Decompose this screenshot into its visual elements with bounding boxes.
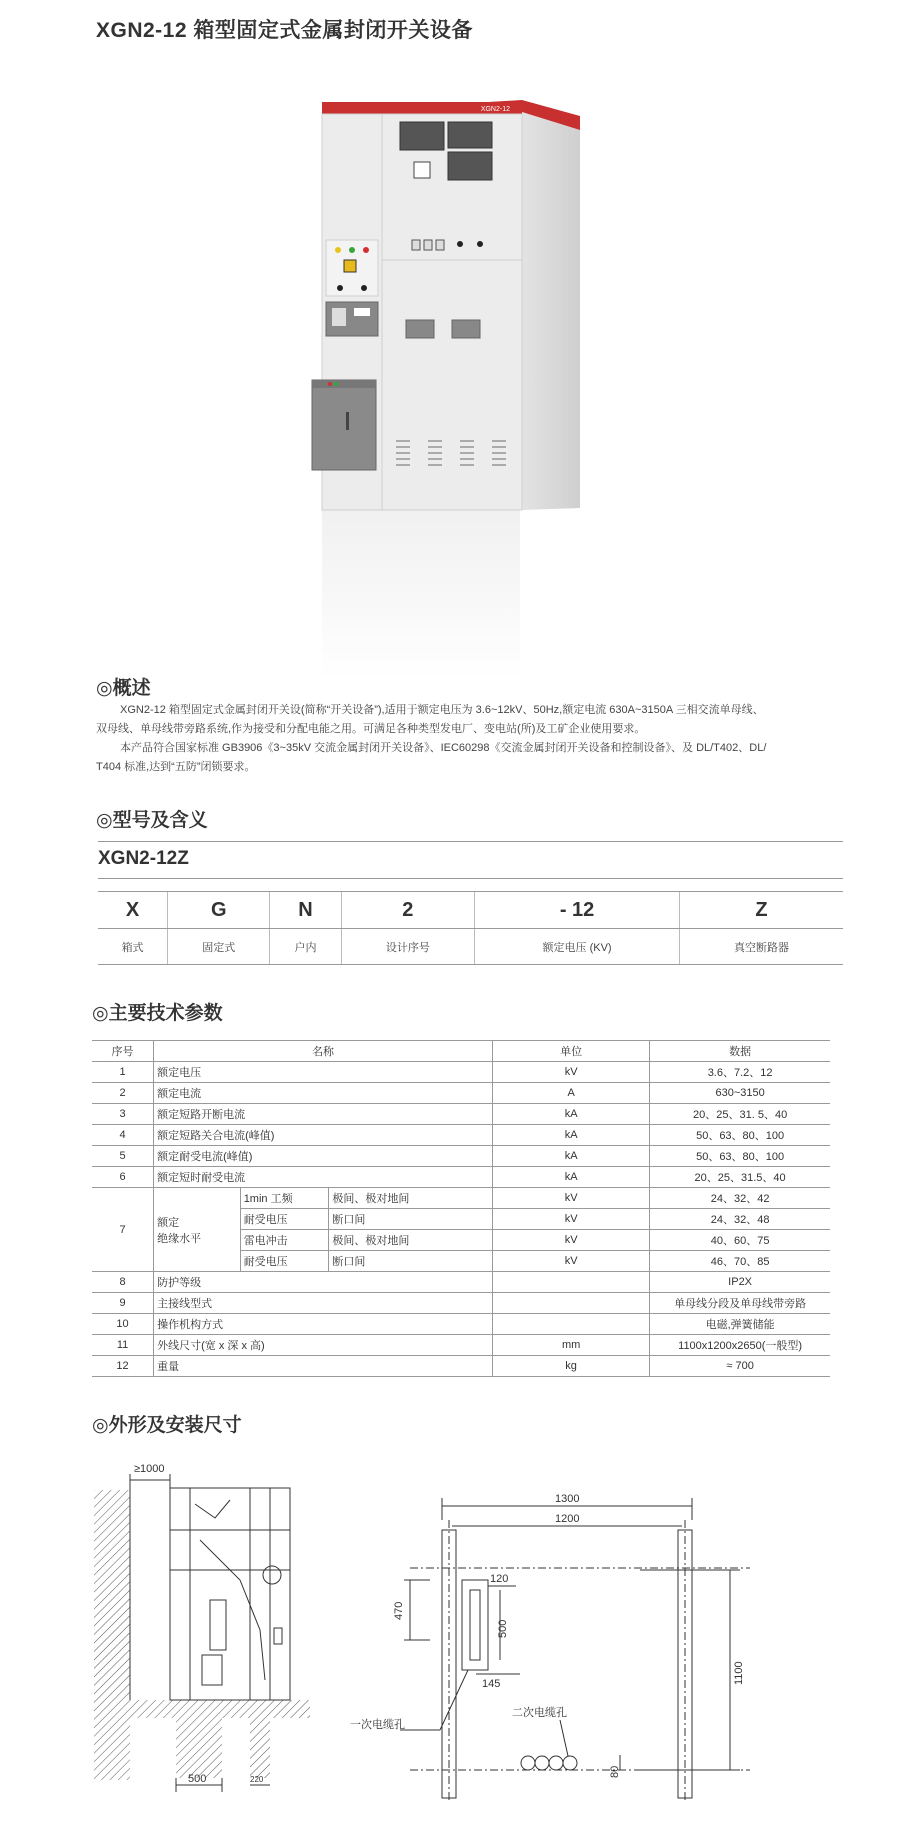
table-row bbox=[92, 1083, 830, 1104]
row-unit: kg bbox=[493, 1356, 650, 1377]
row-value: 50、63、80、100 bbox=[650, 1146, 830, 1167]
model-meaning-cell: 额定电压 (KV) bbox=[475, 929, 680, 965]
model-code-cell: Z bbox=[680, 892, 844, 929]
dim-h-80: 80 bbox=[609, 1765, 621, 1778]
insulation-name-l2: 绝缘水平 bbox=[157, 1232, 202, 1245]
spec-table bbox=[92, 1040, 830, 1377]
insulation-sub-b: 极间、极对地间 bbox=[329, 1188, 493, 1209]
row-unit: kA bbox=[493, 1125, 650, 1146]
row-name: 重量 bbox=[154, 1356, 493, 1377]
insulation-name-l1: 额定 bbox=[157, 1216, 180, 1229]
table-row bbox=[92, 1335, 830, 1356]
row-no: 4 bbox=[92, 1125, 154, 1146]
row-unit: kV bbox=[493, 1209, 650, 1230]
row-value: 单母线分段及单母线带旁路 bbox=[650, 1293, 830, 1314]
row-name: 额定短时耐受电流 bbox=[154, 1167, 493, 1188]
row-name: 操作机构方式 bbox=[154, 1314, 493, 1335]
overview-text bbox=[96, 701, 856, 777]
row-name: 额定电流 bbox=[154, 1083, 493, 1104]
row-no: 6 bbox=[92, 1167, 154, 1188]
row-value: 20、25、31. 5、40 bbox=[650, 1104, 830, 1125]
model-code-cell: N bbox=[270, 892, 341, 929]
row-no: 9 bbox=[92, 1293, 154, 1314]
dim-w-small: 120 bbox=[490, 1573, 509, 1585]
label-secondary-hole: 二次电缆孔 bbox=[512, 1707, 567, 1719]
model-divider bbox=[98, 841, 843, 842]
dim-w-outer: 1300 bbox=[555, 1493, 580, 1505]
model-divider-2 bbox=[98, 878, 843, 879]
table-header-row bbox=[92, 1041, 830, 1062]
model-heading: ◎型号及含义 bbox=[96, 810, 208, 831]
row-value: 20、25、31.5、40 bbox=[650, 1167, 830, 1188]
dim-w-inner: 1200 bbox=[555, 1513, 580, 1525]
row-unit: kV bbox=[493, 1062, 650, 1083]
row-unit bbox=[493, 1272, 650, 1293]
page-title: XGN2-12 箱型固定式金属封闭开关设备 bbox=[96, 19, 473, 42]
row-value: 24、32、48 bbox=[650, 1209, 830, 1230]
table-row bbox=[92, 1104, 830, 1125]
row-no: 12 bbox=[92, 1356, 154, 1377]
dimensions-heading: ◎外形及安装尺寸 bbox=[92, 1415, 242, 1436]
table-row bbox=[92, 1125, 830, 1146]
model-meaning-cell: 设计序号 bbox=[341, 929, 475, 965]
row-value: 24、32、42 bbox=[650, 1188, 830, 1209]
row-unit bbox=[493, 1293, 650, 1314]
table-row bbox=[92, 1272, 830, 1293]
dim-w-145: 145 bbox=[482, 1678, 501, 1690]
insulation-sub-a: 雷电冲击 bbox=[240, 1230, 329, 1251]
table-row bbox=[92, 1062, 830, 1083]
row-value: 46、70、85 bbox=[650, 1251, 830, 1272]
side-view-drawing bbox=[90, 1460, 320, 1810]
table-row bbox=[92, 1146, 830, 1167]
specs-heading: ◎主要技术参数 bbox=[92, 1003, 223, 1024]
model-meaning-cell: 箱式 bbox=[98, 929, 168, 965]
row-unit: kA bbox=[493, 1146, 650, 1167]
dim-h-hole: 500 bbox=[497, 1619, 509, 1638]
dim-bottom-b: 220 bbox=[250, 1775, 264, 1784]
row-value: 1100x1200x2650(一般型) bbox=[650, 1335, 830, 1356]
overview-p2-l2: T404 标准,达到“五防”闭锁要求。 bbox=[96, 761, 256, 773]
model-meaning-cell: 真空断路器 bbox=[680, 929, 844, 965]
table-row bbox=[92, 1188, 830, 1209]
model-table bbox=[98, 891, 843, 965]
dim-bottom-a: 500 bbox=[188, 1773, 207, 1785]
dim-h-left: 470 bbox=[393, 1601, 405, 1620]
row-no: 8 bbox=[92, 1272, 154, 1293]
row-unit: kA bbox=[493, 1167, 650, 1188]
row-name: 主接线型式 bbox=[154, 1293, 493, 1314]
insulation-sub-b: 极间、极对地间 bbox=[329, 1230, 493, 1251]
model-code-cell: - 12 bbox=[475, 892, 680, 929]
row-name: 额定电压 bbox=[154, 1062, 493, 1083]
dim-h-right: 1100 bbox=[733, 1661, 745, 1685]
row-value: IP2X bbox=[650, 1272, 830, 1293]
dim-top: ≥1000 bbox=[134, 1463, 165, 1475]
row-name: 额定短路关合电流(峰值) bbox=[154, 1125, 493, 1146]
label-primary-hole: 一次电缆孔 bbox=[350, 1719, 405, 1731]
row-unit: A bbox=[493, 1083, 650, 1104]
overview-heading: ◎概述 bbox=[96, 678, 151, 699]
row-no: 5 bbox=[92, 1146, 154, 1167]
cabinet-label: XGN2-12 bbox=[480, 106, 510, 113]
row-no: 10 bbox=[92, 1314, 154, 1335]
row-unit: kV bbox=[493, 1230, 650, 1251]
model-code-cell: X bbox=[98, 892, 168, 929]
row-no: 3 bbox=[92, 1104, 154, 1125]
row-value: 630~3150 bbox=[650, 1083, 830, 1104]
overview-p2-l1: 本产品符合国家标准 GB3906《3~35kV 交流金属封闭开关设备》、IEC60298《交流金属封闭开关设备和控制设备》、及 DL/T402、DL/ bbox=[120, 742, 767, 754]
header-name: 名称 bbox=[154, 1041, 493, 1062]
insulation-sub-b: 断口间 bbox=[329, 1251, 493, 1272]
row-value: 50、63、80、100 bbox=[650, 1125, 830, 1146]
table-row bbox=[92, 1293, 830, 1314]
row-name: 防护等级 bbox=[154, 1272, 493, 1293]
base-plan-drawing bbox=[350, 1480, 770, 1810]
model-code-cell: G bbox=[168, 892, 270, 929]
row-name: 额定耐受电流(峰值) bbox=[154, 1146, 493, 1167]
insulation-sub-a: 耐受电压 bbox=[240, 1251, 329, 1272]
row-no: 2 bbox=[92, 1083, 154, 1104]
row-name: 额定短路开断电流 bbox=[154, 1104, 493, 1125]
product-image bbox=[300, 90, 600, 690]
row-no: 1 bbox=[92, 1062, 154, 1083]
row-unit: mm bbox=[493, 1335, 650, 1356]
overview-p1-l1: XGN2-12 箱型固定式金属封闭开关设(简称“开关设备”),适用于额定电压为 3.6~12kV、50Hz,额定电流 630A~3150A 三相交流单母线、 bbox=[120, 704, 764, 716]
row-name: 外线尺寸(宽 x 深 x 高) bbox=[154, 1335, 493, 1356]
row-unit bbox=[493, 1314, 650, 1335]
insulation-sub-a: 1min 工频 bbox=[240, 1188, 329, 1209]
insulation-sub-a: 耐受电压 bbox=[240, 1209, 329, 1230]
row-unit: kV bbox=[493, 1188, 650, 1209]
row-no: 11 bbox=[92, 1335, 154, 1356]
row-value: ≈ 700 bbox=[650, 1356, 830, 1377]
row-value: 电磁,弹簧储能 bbox=[650, 1314, 830, 1335]
row-value: 3.6、7.2、12 bbox=[650, 1062, 830, 1083]
header-value: 数据 bbox=[650, 1041, 830, 1062]
row-no: 7 bbox=[92, 1188, 154, 1272]
row-value: 40、60、75 bbox=[650, 1230, 830, 1251]
table-row bbox=[92, 1167, 830, 1188]
model-meaning-cell: 固定式 bbox=[168, 929, 270, 965]
insulation-name bbox=[154, 1188, 241, 1272]
model-meaning-cell: 户内 bbox=[270, 929, 341, 965]
model-code-cell: 2 bbox=[341, 892, 475, 929]
header-no: 序号 bbox=[92, 1041, 154, 1062]
insulation-sub-b: 断口间 bbox=[329, 1209, 493, 1230]
row-unit: kA bbox=[493, 1104, 650, 1125]
table-row bbox=[92, 1356, 830, 1377]
overview-p1-l2: 双母线、单母线带旁路系统,作为接受和分配电能之用。可满足各种类型发电厂、变电站(所)及工矿企业使用要求。 bbox=[96, 723, 646, 735]
row-unit: kV bbox=[493, 1251, 650, 1272]
header-unit: 单位 bbox=[493, 1041, 650, 1062]
model-code: XGN2-12Z bbox=[98, 848, 189, 869]
table-row bbox=[92, 1314, 830, 1335]
